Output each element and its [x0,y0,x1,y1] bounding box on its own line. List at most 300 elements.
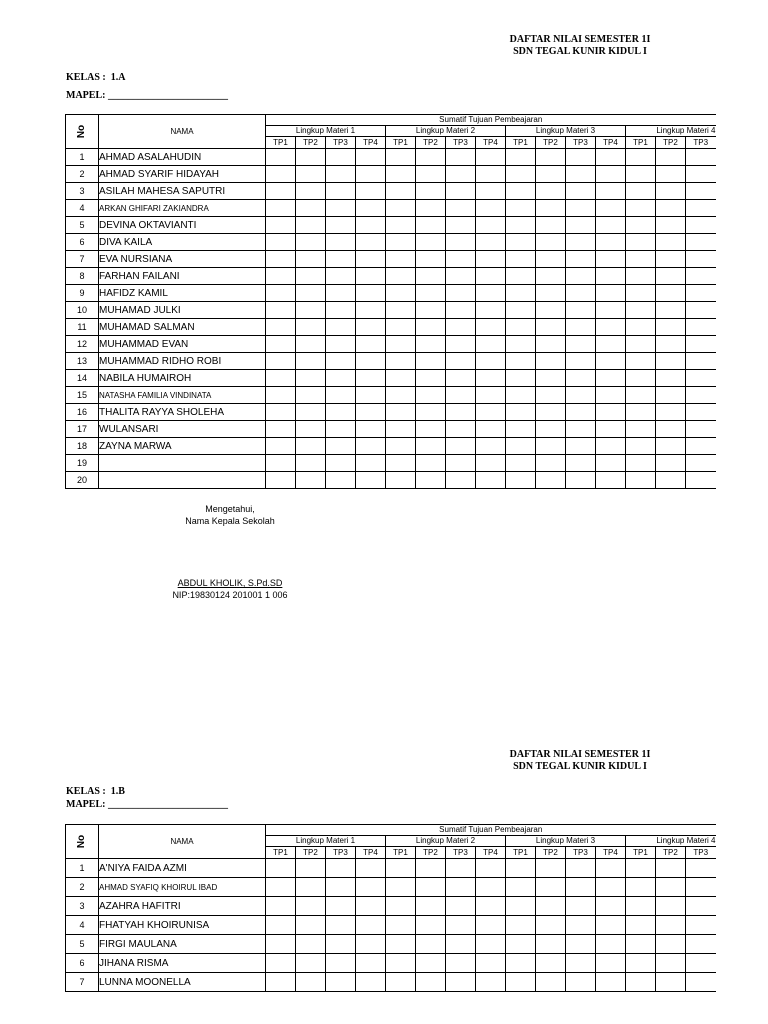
score-cell[interactable] [656,234,686,251]
score-cell[interactable] [476,217,506,234]
score-cell[interactable] [416,336,446,353]
score-cell[interactable] [266,455,296,472]
score-cell[interactable] [656,404,686,421]
score-cell[interactable] [386,285,416,302]
score-cell[interactable] [596,149,626,166]
score-cell[interactable] [626,438,656,455]
score-cell[interactable] [326,251,356,268]
score-cell[interactable] [266,472,296,489]
score-cell[interactable] [686,200,716,217]
score-cell[interactable] [386,166,416,183]
score-cell[interactable] [506,404,536,421]
score-cell[interactable] [656,166,686,183]
score-cell[interactable] [626,897,656,916]
score-cell[interactable] [536,404,566,421]
score-cell[interactable] [656,251,686,268]
score-cell[interactable] [356,217,386,234]
score-cell[interactable] [326,183,356,200]
score-cell[interactable] [416,183,446,200]
score-cell[interactable] [446,319,476,336]
score-cell[interactable] [656,472,686,489]
score-cell[interactable] [506,421,536,438]
score-cell[interactable] [536,954,566,973]
score-cell[interactable] [386,200,416,217]
score-cell[interactable] [266,336,296,353]
score-cell[interactable] [506,319,536,336]
score-cell[interactable] [446,251,476,268]
score-cell[interactable] [566,183,596,200]
score-cell[interactable] [326,166,356,183]
score-cell[interactable] [266,353,296,370]
score-cell[interactable] [296,387,326,404]
score-cell[interactable] [386,183,416,200]
score-cell[interactable] [296,319,326,336]
score-cell[interactable] [596,353,626,370]
score-cell[interactable] [356,421,386,438]
score-cell[interactable] [266,268,296,285]
score-cell[interactable] [386,438,416,455]
score-cell[interactable] [446,183,476,200]
score-cell[interactable] [416,421,446,438]
score-cell[interactable] [356,438,386,455]
score-cell[interactable] [326,285,356,302]
score-cell[interactable] [446,472,476,489]
score-cell[interactable] [416,973,446,992]
score-cell[interactable] [296,370,326,387]
score-cell[interactable] [266,183,296,200]
score-cell[interactable] [296,472,326,489]
score-cell[interactable] [476,336,506,353]
score-cell[interactable] [326,268,356,285]
score-cell[interactable] [356,268,386,285]
score-cell[interactable] [626,404,656,421]
score-cell[interactable] [536,149,566,166]
score-cell[interactable] [566,149,596,166]
score-cell[interactable] [356,897,386,916]
score-cell[interactable] [506,859,536,878]
score-cell[interactable] [626,935,656,954]
score-cell[interactable] [506,387,536,404]
score-cell[interactable] [596,404,626,421]
score-cell[interactable] [536,878,566,897]
score-cell[interactable] [686,472,716,489]
score-cell[interactable] [476,251,506,268]
score-cell[interactable] [476,954,506,973]
score-cell[interactable] [326,336,356,353]
score-cell[interactable] [326,217,356,234]
score-cell[interactable] [356,200,386,217]
score-cell[interactable] [686,916,716,935]
score-cell[interactable] [326,421,356,438]
score-cell[interactable] [686,302,716,319]
score-cell[interactable] [266,200,296,217]
score-cell[interactable] [536,859,566,878]
score-cell[interactable] [386,421,416,438]
score-cell[interactable] [446,878,476,897]
score-cell[interactable] [626,336,656,353]
score-cell[interactable] [596,370,626,387]
score-cell[interactable] [536,353,566,370]
score-cell[interactable] [506,166,536,183]
score-cell[interactable] [296,935,326,954]
score-cell[interactable] [386,387,416,404]
score-cell[interactable] [266,935,296,954]
score-cell[interactable] [506,438,536,455]
score-cell[interactable] [296,200,326,217]
score-cell[interactable] [356,370,386,387]
score-cell[interactable] [416,285,446,302]
score-cell[interactable] [446,387,476,404]
score-cell[interactable] [326,438,356,455]
score-cell[interactable] [266,859,296,878]
score-cell[interactable] [566,421,596,438]
score-cell[interactable] [686,878,716,897]
score-cell[interactable] [446,859,476,878]
score-cell[interactable] [566,353,596,370]
score-cell[interactable] [626,149,656,166]
score-cell[interactable] [686,387,716,404]
score-cell[interactable] [656,973,686,992]
score-cell[interactable] [596,897,626,916]
score-cell[interactable] [596,251,626,268]
score-cell[interactable] [506,472,536,489]
score-cell[interactable] [596,421,626,438]
score-cell[interactable] [476,183,506,200]
score-cell[interactable] [386,455,416,472]
score-cell[interactable] [686,421,716,438]
score-cell[interactable] [296,251,326,268]
score-cell[interactable] [266,251,296,268]
score-cell[interactable] [296,183,326,200]
score-cell[interactable] [476,472,506,489]
score-cell[interactable] [476,878,506,897]
score-cell[interactable] [386,234,416,251]
score-cell[interactable] [686,319,716,336]
score-cell[interactable] [356,455,386,472]
score-cell[interactable] [506,149,536,166]
score-cell[interactable] [416,149,446,166]
score-cell[interactable] [656,455,686,472]
score-cell[interactable] [326,404,356,421]
score-cell[interactable] [386,973,416,992]
score-cell[interactable] [356,954,386,973]
score-cell[interactable] [446,973,476,992]
score-cell[interactable] [446,353,476,370]
score-cell[interactable] [626,370,656,387]
score-cell[interactable] [386,319,416,336]
score-cell[interactable] [326,319,356,336]
score-cell[interactable] [386,859,416,878]
score-cell[interactable] [386,268,416,285]
score-cell[interactable] [596,438,626,455]
score-cell[interactable] [476,897,506,916]
score-cell[interactable] [356,234,386,251]
score-cell[interactable] [686,954,716,973]
score-cell[interactable] [266,149,296,166]
score-cell[interactable] [506,183,536,200]
score-cell[interactable] [386,472,416,489]
score-cell[interactable] [326,878,356,897]
score-cell[interactable] [476,935,506,954]
score-cell[interactable] [446,268,476,285]
score-cell[interactable] [416,935,446,954]
score-cell[interactable] [266,166,296,183]
score-cell[interactable] [446,935,476,954]
score-cell[interactable] [656,897,686,916]
score-cell[interactable] [476,859,506,878]
score-cell[interactable] [656,183,686,200]
score-cell[interactable] [686,973,716,992]
score-cell[interactable] [266,370,296,387]
score-cell[interactable] [626,455,656,472]
score-cell[interactable] [566,404,596,421]
score-cell[interactable] [446,149,476,166]
score-cell[interactable] [386,897,416,916]
score-cell[interactable] [356,251,386,268]
score-cell[interactable] [356,166,386,183]
score-cell[interactable] [506,370,536,387]
score-cell[interactable] [266,916,296,935]
score-cell[interactable] [356,935,386,954]
score-cell[interactable] [476,319,506,336]
score-cell[interactable] [566,472,596,489]
score-cell[interactable] [506,285,536,302]
score-cell[interactable] [296,353,326,370]
score-cell[interactable] [296,897,326,916]
score-cell[interactable] [446,916,476,935]
score-cell[interactable] [446,404,476,421]
score-cell[interactable] [446,302,476,319]
score-cell[interactable] [536,268,566,285]
score-cell[interactable] [386,878,416,897]
score-cell[interactable] [296,973,326,992]
score-cell[interactable] [326,916,356,935]
score-cell[interactable] [326,897,356,916]
score-cell[interactable] [296,166,326,183]
score-cell[interactable] [536,438,566,455]
score-cell[interactable] [566,438,596,455]
score-cell[interactable] [566,251,596,268]
score-cell[interactable] [356,183,386,200]
score-cell[interactable] [626,166,656,183]
score-cell[interactable] [536,319,566,336]
score-cell[interactable] [686,234,716,251]
score-cell[interactable] [326,973,356,992]
score-cell[interactable] [566,954,596,973]
score-cell[interactable] [446,336,476,353]
score-cell[interactable] [506,336,536,353]
score-cell[interactable] [386,336,416,353]
score-cell[interactable] [506,234,536,251]
score-cell[interactable] [536,183,566,200]
score-cell[interactable] [326,353,356,370]
score-cell[interactable] [566,319,596,336]
score-cell[interactable] [626,200,656,217]
score-cell[interactable] [536,217,566,234]
score-cell[interactable] [566,859,596,878]
score-cell[interactable] [596,916,626,935]
score-cell[interactable] [476,404,506,421]
score-cell[interactable] [686,353,716,370]
score-cell[interactable] [566,200,596,217]
score-cell[interactable] [686,268,716,285]
score-cell[interactable] [626,217,656,234]
score-cell[interactable] [596,217,626,234]
score-cell[interactable] [506,217,536,234]
score-cell[interactable] [296,234,326,251]
score-cell[interactable] [416,217,446,234]
score-cell[interactable] [356,285,386,302]
score-cell[interactable] [566,336,596,353]
score-cell[interactable] [596,234,626,251]
score-cell[interactable] [386,302,416,319]
score-cell[interactable] [536,200,566,217]
score-cell[interactable] [686,166,716,183]
score-cell[interactable] [626,234,656,251]
score-cell[interactable] [386,217,416,234]
score-cell[interactable] [566,878,596,897]
score-cell[interactable] [356,302,386,319]
score-cell[interactable] [326,472,356,489]
score-cell[interactable] [416,268,446,285]
score-cell[interactable] [536,897,566,916]
score-cell[interactable] [626,859,656,878]
score-cell[interactable] [686,404,716,421]
score-cell[interactable] [536,370,566,387]
score-cell[interactable] [326,302,356,319]
score-cell[interactable] [416,878,446,897]
score-cell[interactable] [446,438,476,455]
score-cell[interactable] [416,455,446,472]
score-cell[interactable] [626,268,656,285]
score-cell[interactable] [266,878,296,897]
score-cell[interactable] [596,472,626,489]
score-cell[interactable] [446,897,476,916]
score-cell[interactable] [656,217,686,234]
score-cell[interactable] [416,370,446,387]
score-cell[interactable] [656,387,686,404]
score-cell[interactable] [686,336,716,353]
score-cell[interactable] [266,217,296,234]
score-cell[interactable] [626,954,656,973]
score-cell[interactable] [506,251,536,268]
score-cell[interactable] [536,166,566,183]
score-cell[interactable] [416,859,446,878]
score-cell[interactable] [596,183,626,200]
score-cell[interactable] [476,916,506,935]
score-cell[interactable] [476,438,506,455]
score-cell[interactable] [566,302,596,319]
score-cell[interactable] [386,954,416,973]
score-cell[interactable] [296,336,326,353]
score-cell[interactable] [356,878,386,897]
score-cell[interactable] [476,234,506,251]
score-cell[interactable] [266,421,296,438]
score-cell[interactable] [416,897,446,916]
score-cell[interactable] [686,438,716,455]
score-cell[interactable] [596,200,626,217]
score-cell[interactable] [626,183,656,200]
score-cell[interactable] [566,166,596,183]
score-cell[interactable] [326,200,356,217]
score-cell[interactable] [596,336,626,353]
score-cell[interactable] [266,438,296,455]
score-cell[interactable] [296,916,326,935]
score-cell[interactable] [386,149,416,166]
score-cell[interactable] [686,149,716,166]
score-cell[interactable] [686,370,716,387]
score-cell[interactable] [416,954,446,973]
score-cell[interactable] [386,404,416,421]
score-cell[interactable] [416,916,446,935]
score-cell[interactable] [326,234,356,251]
score-cell[interactable] [416,166,446,183]
score-cell[interactable] [476,149,506,166]
score-cell[interactable] [506,897,536,916]
score-cell[interactable] [536,935,566,954]
score-cell[interactable] [656,859,686,878]
score-cell[interactable] [536,234,566,251]
score-cell[interactable] [656,353,686,370]
score-cell[interactable] [446,217,476,234]
score-cell[interactable] [506,200,536,217]
score-cell[interactable] [266,302,296,319]
score-cell[interactable] [356,859,386,878]
score-cell[interactable] [656,285,686,302]
score-cell[interactable] [386,916,416,935]
score-cell[interactable] [356,353,386,370]
score-cell[interactable] [686,251,716,268]
score-cell[interactable] [566,234,596,251]
score-cell[interactable] [596,954,626,973]
score-cell[interactable] [686,217,716,234]
score-cell[interactable] [596,387,626,404]
score-cell[interactable] [536,916,566,935]
score-cell[interactable] [386,935,416,954]
score-cell[interactable] [506,935,536,954]
score-cell[interactable] [296,421,326,438]
score-cell[interactable] [416,404,446,421]
score-cell[interactable] [536,336,566,353]
score-cell[interactable] [536,387,566,404]
score-cell[interactable] [506,954,536,973]
score-cell[interactable] [446,455,476,472]
score-cell[interactable] [626,916,656,935]
score-cell[interactable] [326,149,356,166]
score-cell[interactable] [296,268,326,285]
score-cell[interactable] [266,973,296,992]
score-cell[interactable] [266,897,296,916]
score-cell[interactable] [536,472,566,489]
score-cell[interactable] [296,285,326,302]
score-cell[interactable] [536,421,566,438]
score-cell[interactable] [686,897,716,916]
score-cell[interactable] [416,353,446,370]
score-cell[interactable] [296,954,326,973]
score-cell[interactable] [476,421,506,438]
score-cell[interactable] [536,251,566,268]
score-cell[interactable] [656,370,686,387]
score-cell[interactable] [296,404,326,421]
score-cell[interactable] [446,166,476,183]
score-cell[interactable] [266,404,296,421]
score-cell[interactable] [566,370,596,387]
score-cell[interactable] [506,455,536,472]
score-cell[interactable] [446,370,476,387]
score-cell[interactable] [686,183,716,200]
score-cell[interactable] [446,954,476,973]
score-cell[interactable] [626,472,656,489]
